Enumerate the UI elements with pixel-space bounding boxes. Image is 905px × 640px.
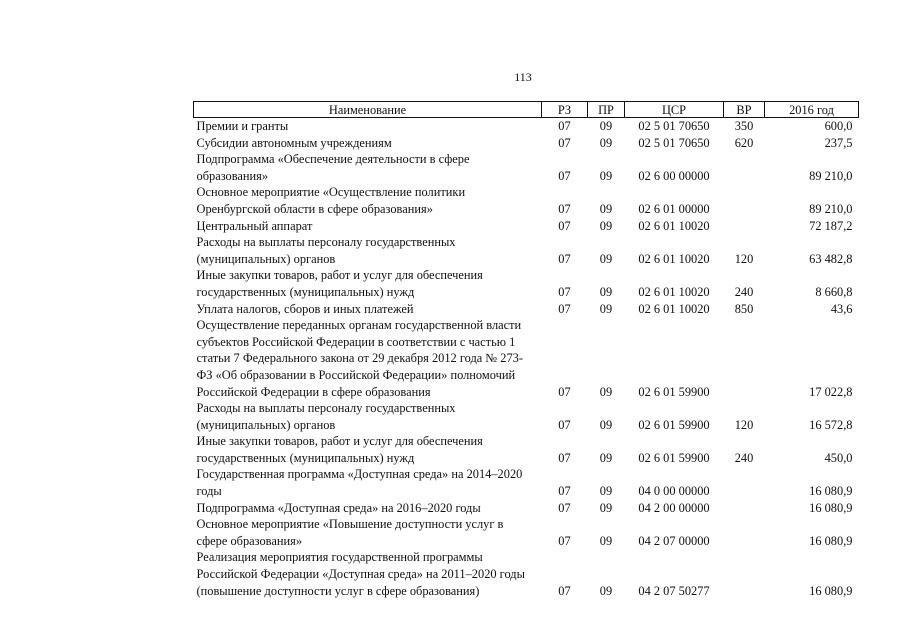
cell-pr: 09 bbox=[599, 583, 613, 598]
cell-rz: 07 bbox=[558, 168, 571, 183]
cell-csr: 02 5 01 70650 bbox=[638, 135, 710, 150]
cell-csr: 02 6 01 10020 bbox=[638, 251, 710, 266]
cell-csr: 02 6 01 10020 bbox=[638, 218, 710, 233]
cell-vr bbox=[724, 516, 765, 549]
cell-csr: 04 0 00 00000 bbox=[638, 484, 710, 499]
cell-name: Расходы на выплаты персоналу государственных (муниципальных) органов bbox=[196, 235, 456, 266]
cell-rz: 07 bbox=[558, 533, 571, 548]
cell-rz: 07 bbox=[558, 583, 571, 598]
table-row bbox=[194, 549, 859, 599]
cell-amount: 600,0 bbox=[824, 119, 853, 133]
cell-vr bbox=[724, 500, 765, 517]
cell-vr: 620 bbox=[734, 135, 754, 150]
table-row bbox=[194, 466, 859, 499]
table-row bbox=[194, 267, 859, 300]
cell-csr: 02 6 01 59900 bbox=[638, 384, 710, 399]
cell-vr bbox=[724, 218, 765, 235]
cell-vr: 120 bbox=[734, 251, 754, 266]
cell-name: Расходы на выплаты персоналу государственных (муниципальных) органов bbox=[196, 401, 456, 432]
cell-name: Государственная программа «Доступная среда» на 2014–2020 годы bbox=[196, 467, 523, 499]
cell-pr: 09 bbox=[599, 450, 613, 465]
cell-csr: 02 6 01 59900 bbox=[638, 417, 710, 432]
cell-csr: 04 2 07 00000 bbox=[638, 533, 710, 548]
page-number: 113 bbox=[514, 70, 532, 84]
cell-amount: 16 080,9 bbox=[809, 484, 853, 499]
cell-rz: 07 bbox=[558, 119, 571, 133]
cell-amount: 17 022,8 bbox=[809, 384, 853, 399]
cell-pr: 09 bbox=[599, 284, 613, 299]
cell-amount: 16 080,9 bbox=[809, 583, 853, 598]
cell-name: Субсидии автономным учреждениям bbox=[196, 135, 392, 150]
cell-rz: 07 bbox=[558, 450, 571, 465]
cell-name: Осуществление переданных органам государственной власти субъектов Российской Федерации в соответствии с частью 1 статьи 7 Федерального закона от 29 декабря 2012 года № 273- ФЗ «Об образовании в Российской Федерации» полномочий Российской Федерации в сфере образования bbox=[196, 318, 523, 399]
cell-vr: 850 bbox=[734, 301, 754, 316]
cell-rz: 07 bbox=[558, 484, 571, 499]
cell-name: Реализация мероприятия государственной программы Российской Федерации «Доступная среда» на 2011–2020 годы (повышение доступности услуг в сфере образования) bbox=[196, 550, 525, 598]
table-row bbox=[194, 433, 859, 466]
cell-rz: 07 bbox=[558, 135, 571, 150]
cell-pr: 09 bbox=[599, 251, 613, 266]
cell-amount: 72 187,2 bbox=[809, 218, 853, 233]
cell-rz: 07 bbox=[558, 384, 571, 399]
cell-amount: 16 080,9 bbox=[809, 500, 853, 515]
cell-rz: 07 bbox=[558, 417, 571, 432]
cell-name: Премии и гранты bbox=[196, 119, 289, 133]
cell-pr: 09 bbox=[599, 484, 613, 499]
table-row bbox=[194, 151, 859, 184]
cell-pr: 09 bbox=[599, 533, 613, 548]
cell-csr: 02 5 01 70650 bbox=[638, 119, 710, 133]
cell-vr bbox=[724, 151, 765, 184]
cell-amount: 63 482,8 bbox=[809, 251, 853, 266]
cell-vr bbox=[724, 466, 765, 499]
cell-rz: 07 bbox=[558, 500, 571, 515]
cell-csr: 02 6 00 00000 bbox=[638, 168, 710, 183]
table-row bbox=[194, 184, 859, 217]
cell-name: Иные закупки товаров, работ и услуг для обеспечения государственных (муниципальных) нужд bbox=[196, 268, 483, 299]
budget-table bbox=[193, 101, 859, 599]
cell-amount: 237,5 bbox=[824, 135, 853, 150]
cell-vr: 240 bbox=[734, 450, 754, 465]
table-row bbox=[194, 218, 859, 235]
header-csr: ЦСР bbox=[625, 102, 724, 118]
cell-amount: 16 572,8 bbox=[809, 417, 853, 432]
cell-rz: 07 bbox=[558, 201, 571, 216]
table-row bbox=[194, 516, 859, 549]
cell-vr bbox=[724, 549, 765, 599]
cell-name: Уплата налогов, сборов и иных платежей bbox=[196, 301, 414, 316]
cell-pr: 09 bbox=[599, 500, 613, 515]
cell-vr: 350 bbox=[734, 119, 754, 133]
table-row bbox=[194, 301, 859, 318]
cell-rz: 07 bbox=[558, 218, 571, 233]
cell-pr: 09 bbox=[599, 417, 613, 432]
cell-csr: 02 6 01 10020 bbox=[638, 284, 710, 299]
table-row bbox=[194, 118, 859, 135]
cell-amount: 16 080,9 bbox=[809, 533, 853, 548]
cell-pr: 09 bbox=[599, 218, 613, 233]
table-row bbox=[194, 500, 859, 517]
table-header-row bbox=[194, 102, 859, 118]
cell-csr: 02 6 01 59900 bbox=[638, 450, 710, 465]
cell-vr: 240 bbox=[734, 284, 754, 299]
table-row bbox=[194, 400, 859, 433]
cell-vr: 120 bbox=[734, 417, 754, 432]
cell-vr bbox=[724, 184, 765, 217]
cell-rz: 07 bbox=[558, 284, 571, 299]
table-row bbox=[194, 135, 859, 152]
cell-vr bbox=[724, 317, 765, 400]
cell-rz: 07 bbox=[558, 301, 571, 316]
cell-name: Центральный аппарат bbox=[196, 218, 313, 233]
header-pr: ПР bbox=[588, 102, 625, 118]
cell-pr: 09 bbox=[599, 384, 613, 399]
cell-name: Иные закупки товаров, работ и услуг для обеспечения государственных (муниципальных) нужд bbox=[196, 434, 483, 465]
cell-csr: 04 2 07 50277 bbox=[638, 583, 710, 598]
header-name: Наименование bbox=[194, 102, 542, 118]
cell-csr: 02 6 01 10020 bbox=[638, 301, 710, 316]
cell-csr: 04 2 00 00000 bbox=[638, 500, 710, 515]
cell-name: Подпрограмма «Обеспечение деятельности в сфере образования» bbox=[196, 152, 470, 183]
table-row bbox=[194, 317, 859, 400]
cell-pr: 09 bbox=[599, 301, 613, 316]
cell-pr: 09 bbox=[599, 168, 613, 183]
cell-csr: 02 6 01 00000 bbox=[638, 201, 710, 216]
header-amount: 2016 год bbox=[765, 102, 859, 118]
cell-amount: 8 660,8 bbox=[815, 284, 853, 299]
cell-amount: 89 210,0 bbox=[809, 201, 853, 216]
cell-name: Основное мероприятие «Повышение доступности услуг в сфере образования» bbox=[196, 517, 504, 548]
cell-name: Основное мероприятие «Осуществление политики Оренбургской области в сфере образования» bbox=[196, 185, 466, 216]
cell-amount: 43,6 bbox=[830, 301, 853, 316]
cell-rz: 07 bbox=[558, 251, 571, 266]
cell-name: Подпрограмма «Доступная среда» на 2016–2020 годы bbox=[196, 500, 481, 515]
cell-pr: 09 bbox=[599, 135, 613, 150]
cell-amount: 450,0 bbox=[824, 450, 853, 465]
cell-pr: 09 bbox=[599, 201, 613, 216]
cell-pr: 09 bbox=[599, 119, 613, 133]
cell-amount: 89 210,0 bbox=[809, 168, 853, 183]
table-row bbox=[194, 234, 859, 267]
header-rz: РЗ bbox=[542, 102, 588, 118]
header-vr: ВР bbox=[724, 102, 765, 118]
